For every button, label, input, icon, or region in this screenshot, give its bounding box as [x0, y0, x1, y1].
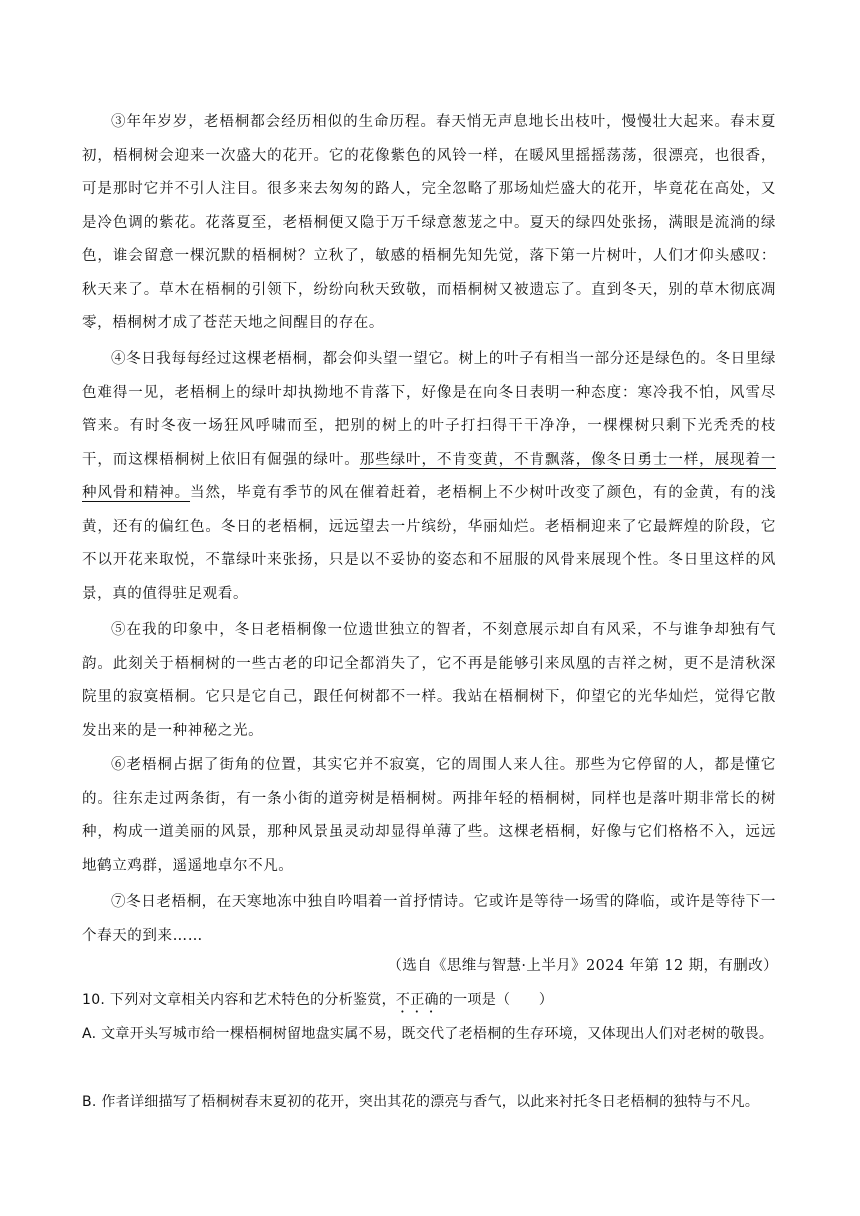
paragraph-4: [82, 343, 776, 611]
option-a: A. 文章开头写城市给一棵梧桐树留地盘实属不易，既交代了老梧桐的生存环境，又体现出人们对老树的敬畏。: [82, 1026, 774, 1042]
question-10-stem: [82, 984, 776, 1017]
emphasized-not-correct: 不正确: [395, 992, 439, 1008]
question-stem-before: 10. 下列对文章相关内容和艺术特色的分析鉴赏，: [82, 992, 396, 1008]
source-citation: （选自《思维与智慧·上半月》2024 年第 12 期，有删改）: [387, 958, 778, 974]
paragraph-4-text-b: 当然，毕竟有季节的风在催着赶着，老梧桐上不少树叶改变了颜色，有的金黄，有的浅黄，还有的偏红色。冬日的老梧桐，远远望去一片缤纷，华丽灿烂。老梧桐迎来了它最辉煌的阶段，它不以开花来取悦，不靠绿叶来张扬，只是以不妥协的姿态和不屈服的风骨来展现个性。冬日里这样的风景，真的值得驻足观看。: [82, 485, 777, 602]
paragraph-7: ⑦冬日老梧桐，在天寒地冻中独自吟唱着一首抒情诗。它或许是等待一场雪的降临，或许是等待下一个春天的到来……: [82, 894, 776, 944]
underlined-sentence: 那些绿叶，不肯变黄，不肯飘落，像冬日勇士一样，展现着一种风骨和精神。: [82, 451, 776, 501]
paragraph-4-text-a: ④冬日我每每经过这棵老梧桐，都会仰头望一望它。树上的叶子有相当一部分还是绿色的。冬日里绿色难得一见，老梧桐上的绿叶却执拗地不肯落下，好像是在向冬日表明一种态度：寒冷我不怕，风雪尽管来。有时冬夜一场狂风呼啸而至，把别的树上的叶子打扫得干干净净，一棵棵树只剩下光秃秃的枝干，而这棵梧桐树上依旧有倔强的绿叶。: [82, 351, 776, 468]
question-stem-after: 的一项是（ ）: [438, 992, 554, 1008]
paragraph-6: ⑥老梧桐占据了街角的位置，其实它并不寂寞，它的周围人来人往。那些为它停留的人，都是懂它的。往东走过两条街，有一条小街的道旁树是梧桐树。两排年轻的梧桐树，同样也是落叶期非常长的树种，构成一道美丽的风景，那种风景虽灵动却显得单薄了些。这棵老梧桐，好像与它们格格不入，远远地鹤立鸡群，遥遥地卓尔不凡。: [82, 757, 776, 874]
option-b: B. 作者详细描写了梧桐树春末夏初的花开，突出其花的漂亮与香气，以此来衬托冬日老梧桐的独特与不凡。: [82, 1094, 760, 1110]
paragraph-5: ⑤在我的印象中，冬日老梧桐像一位遗世独立的智者，不刻意展示却自有风采，不与谁争却独有气韵。此刻关于梧桐树的一些古老的印记全都消失了，它不再是能够引来凤凰的吉祥之树，更不是清秋深院里的寂寞梧桐。它只是它自己，跟任何树都不一样。我站在梧桐树下，仰望它的光华灿烂，觉得它散发出来的是一种神秘之光。: [82, 622, 776, 739]
paragraph-3: ③年年岁岁，老梧桐都会经历相似的生命历程。春天悄无声息地长出枝叶，慢慢壮大起来。春末夏初，梧桐树会迎来一次盛大的花开。它的花像紫色的风铃一样，在暖风里摇摇荡荡，很漂亮，也很香，可是那时它并不引人注目。很多来去匆匆的路人，完全忽略了那场灿烂盛大的花开，毕竟花在高处，又是冷色调的紫花。花落夏至，老梧桐便又隐于万千绿意葱茏之中。夏天的绿四处张扬，满眼是流淌的绿色，谁会留意一棵沉默的梧桐树？立秋了，敏感的梧桐先知先觉，落下第一片树叶，人们才仰头感叹：秋天来了。草木在梧桐的引领下，纷纷向秋天致敬，而梧桐树又被遗忘了。直到冬天，别的草木彻底凋零，梧桐树才成了苍茫天地之间醒目的存在。: [82, 114, 776, 331]
